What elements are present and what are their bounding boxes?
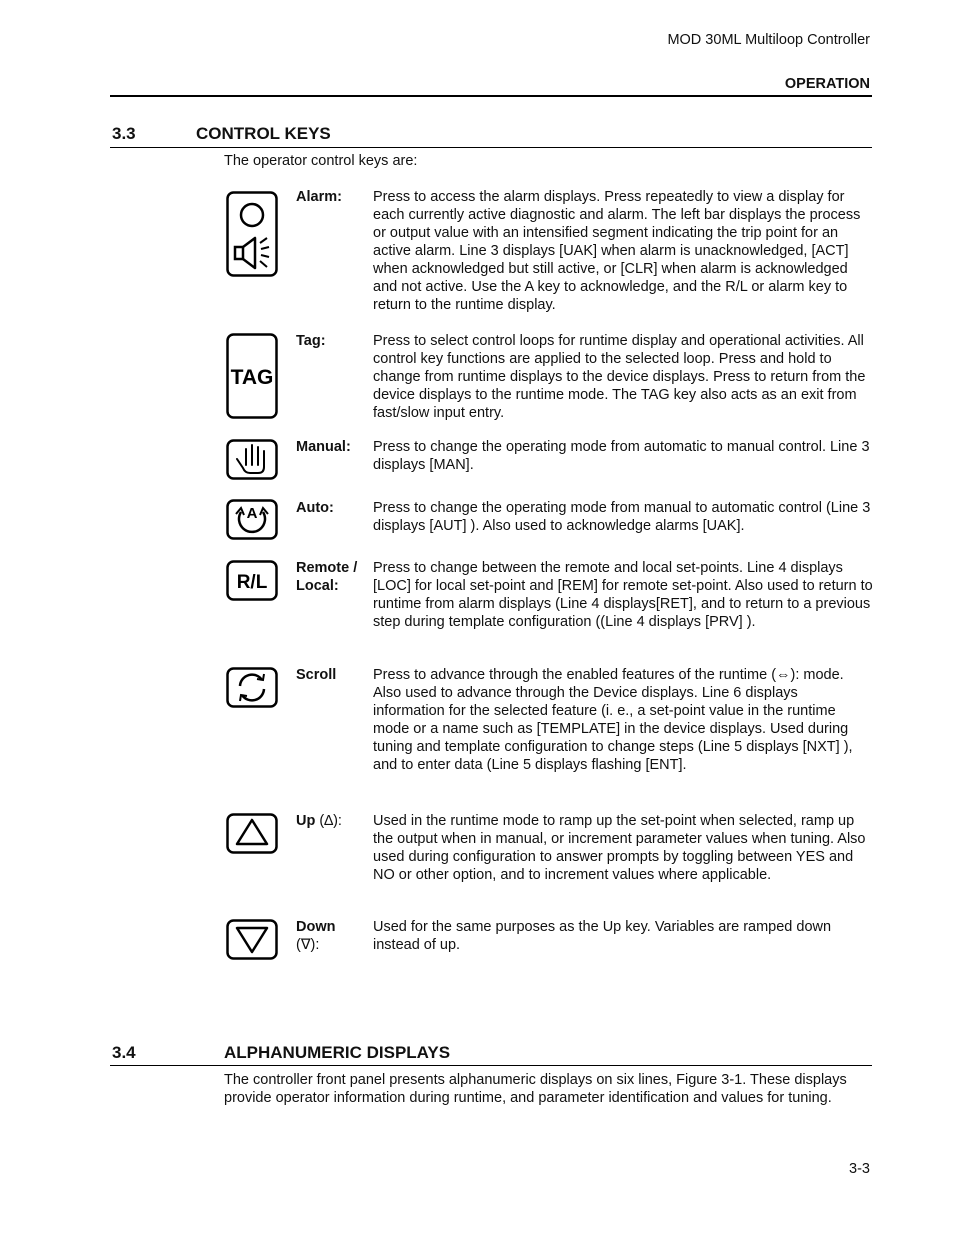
up-key-description: Used in the runtime mode to ramp up the set-point when selected, ramp up the output when in manual, or increment parameter values when tuning. Also used during configuration to answer prompts by toggling between YES and NO or other option, and to increment values where applicable. [373, 813, 866, 883]
section-number-3-4: 3.4 [112, 1043, 136, 1062]
alarm-key-icon [226, 191, 278, 277]
control-keys-intro: The operator control keys are: [224, 153, 418, 169]
svg-text:A: A [246, 505, 258, 522]
svg-text:TAG: TAG [230, 366, 274, 389]
scroll-cycle-icon [226, 667, 278, 708]
up-triangle-icon [226, 813, 278, 854]
auto-key-label: Auto: [296, 500, 334, 516]
tag-key-label: Tag: [296, 333, 326, 349]
remote-local-key-icon [226, 560, 278, 601]
section-rule-3-4 [110, 1065, 872, 1066]
down-triangle-icon [226, 919, 278, 960]
down-key-label: Down (∇): [296, 919, 336, 953]
svg-text:R/L: R/L [236, 572, 268, 593]
manual-key-label: Manual: [296, 439, 351, 455]
section-title-control-keys: CONTROL KEYS [196, 124, 331, 143]
auto-key-description: Press to change the operating mode from manual to automatic control (Line 3 displays [AUT] ). Also used to acknowledge alarms [UAK]. [373, 500, 871, 534]
section-number-3-3: 3.3 [112, 124, 136, 143]
alphanumeric-displays-body: The controller front panel presents alphanumeric displays on six lines, Figure 3-1. These displays provide operator information during runtime, and parameter identification and values for tuning. [224, 1072, 847, 1106]
scroll-key-label: Scroll [296, 667, 337, 683]
down-key-description: Used for the same purposes as the Up key. Variables are ramped down instead of up. [373, 919, 832, 953]
auto-key-icon [226, 499, 278, 540]
tag-key-icon [226, 333, 278, 419]
alarm-key-label: Alarm: [296, 189, 342, 205]
remote-local-key-label: Remote / Local: [296, 560, 358, 594]
up-key-label: Up (∆): [296, 813, 342, 829]
remote-local-key-description: Press to change between the remote and local set-points. Line 4 displays [LOC] for local set-point and [REM] for remote set-point. Also used to return to runtime from alarm displays (Line 4 displays[RET], and to return to a previous step during template configuration ((Line 4 displays [PRV] ). [373, 560, 873, 630]
document-title: MOD 30ML Multiloop Controller [667, 32, 870, 48]
manual-key-description: Press to change the operating mode from automatic to manual control. Line 3 displays [MAN]. [373, 439, 870, 473]
alarm-key-description: Press to access the alarm displays. Press repeatedly to view a display for each currently active diagnostic and alarm. The left bar displays the process or output value with an intensified segment indicating the trip point for an active alarm. Line 3 displays [UAK] when alarm is unacknowledged, [ACT] when acknowledged but still active, or [CLR] when alarm is acknowledged and not active. Use the A key to acknowledge, and the R/L or alarm key to return to the runtime display. [373, 189, 861, 313]
manual-hand-icon [226, 439, 278, 480]
header-rule [110, 95, 872, 97]
section-rule-3-3 [110, 147, 872, 148]
section-title-alphanumeric-displays: ALPHANUMERIC DISPLAYS [224, 1043, 451, 1062]
scroll-key-description: Press to advance through the enabled features of the runtime (⇔): mode. Also used to advance through the Device displays. Line 6 displays information for the selected feature (i. e., a set-point value in the runtime mode or a name such as [TEMPLATE] in the device displays. Used during tuning and template configuration to change steps (Line 5 displays [NXT] ), and to enter data (Line 5 displays flashing [ENT]. [373, 667, 853, 773]
tag-key-description: Press to select control loops for runtime display and operational activities. All control key functions are applied to the selected loop. Press and hold to change from runtime displays to the device displays. Press to return from the device displays to the runtime mode. The TAG key also acts as an exit from fast/slow input entry. [373, 333, 866, 421]
section-header: OPERATION [784, 76, 870, 92]
page-number: 3-3 [849, 1161, 870, 1177]
